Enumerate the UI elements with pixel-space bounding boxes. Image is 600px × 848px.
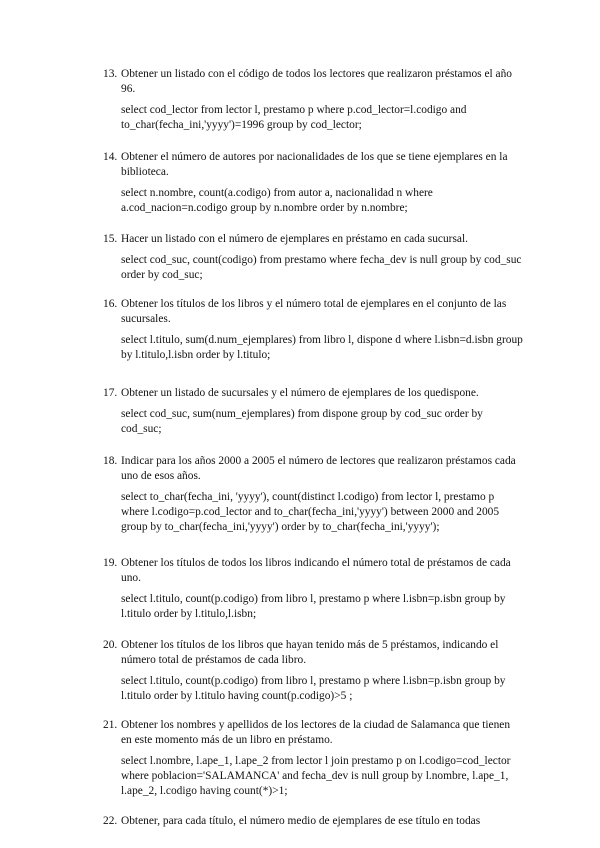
exercise-number: 15. <box>103 233 118 245</box>
exercise-19 <box>103 556 523 622</box>
exercise-15 <box>103 232 523 283</box>
exercise-sql: select cod_suc, sum(num_ejemplares) from dispone group by cod_suc order by cod_suc; <box>121 408 483 435</box>
exercise-17 <box>103 386 523 437</box>
exercise-number: 17. <box>103 387 118 399</box>
exercise-number: 19. <box>103 557 118 569</box>
exercise-sql: select to_char(fecha_ini, 'yyyy'), count(distinct l.codigo) from lector l, prestamo p where l.codigo=p.cod_lector and to_char(fecha_ini,'yyyy') between 2000 and 2005 group by to_char(fecha_ini,'yyyy') order by to_char(fecha_ini,'yyyy'); <box>121 491 500 533</box>
exercise-question: Obtener el número de autores por nacionalidades de los que se tiene ejemplares en la biblioteca. <box>121 151 508 178</box>
exercise-number: 22. <box>103 815 118 827</box>
exercise-question: Obtener los títulos de todos los libros indicando el número total de préstamos de cada uno. <box>121 557 511 584</box>
exercise-question: Obtener, para cada título, el número medio de ejemplares de ese título en todas <box>121 815 481 827</box>
exercise-14 <box>103 150 523 216</box>
exercise-sql: select n.nombre, count(a.codigo) from autor a, nacionalidad n where a.cod_nacion=n.codigo group by n.nombre order by n.nombre; <box>121 187 433 214</box>
exercise-20 <box>103 638 523 704</box>
exercise-sql: select cod_lector from lector l, prestamo p where p.cod_lector=l.codigo and to_char(fecha_ini,'yyyy')=1996 group by cod_lector; <box>121 104 467 131</box>
exercise-13 <box>103 67 523 133</box>
exercise-21 <box>103 718 523 799</box>
exercise-question: Obtener un listado con el código de todos los lectores que realizaron préstamos el año 96. <box>121 68 512 95</box>
exercise-number: 13. <box>103 68 118 80</box>
exercise-question: Obtener los nombres y apellidos de los lectores de la ciudad de Salamanca que tienen en este momento más de un libro en préstamo. <box>121 719 511 746</box>
exercise-number: 21. <box>103 719 118 731</box>
exercise-sql: select cod_suc, count(codigo) from prestamo where fecha_dev is null group by cod_suc order by cod_suc; <box>121 254 522 281</box>
exercise-16 <box>103 297 523 363</box>
exercise-sql: select l.titulo, sum(d.num_ejemplares) from libro l, dispone d where l.isbn=d.isbn group by l.titulo,l.isbn order by l.titulo; <box>121 334 523 361</box>
exercise-question: Hacer un listado con el número de ejemplares en préstamo en cada sucursal. <box>121 233 468 245</box>
exercise-22 <box>103 814 543 835</box>
exercise-number: 20. <box>103 639 118 651</box>
exercise-sql: select l.titulo, count(p.codigo) from libro l, prestamo p where l.isbn=p.isbn group by l.titulo order by l.titulo having count(p.codigo)>5 ; <box>121 675 506 702</box>
exercise-question: Obtener un listado de sucursales y el número de ejemplares de los quedispone. <box>121 387 479 399</box>
exercise-question: Obtener los títulos de los libros y el número total de ejemplares en el conjunto de las sucursales. <box>121 298 507 325</box>
exercise-question: Indicar para los años 2000 a 2005 el número de lectores que realizaron préstamos cada uno de esos años. <box>121 455 516 482</box>
exercise-sql: select l.nombre, l.ape_1, l.ape_2 from lector l join prestamo p on l.codigo=cod_lector where poblacion='SALAMANCA' and fecha_dev is null group by l.nombre, l.ape_1, l.ape_2, l.codigo having count(*)>1; <box>121 755 511 797</box>
exercise-18 <box>103 454 523 535</box>
exercise-sql: select l.titulo, count(p.codigo) from libro l, prestamo p where l.isbn=p.isbn group by l.titulo order by l.titulo,l.isbn; <box>121 593 506 620</box>
exercise-question: Obtener los títulos de los libros que hayan tenido más de 5 préstamos, indicando el número total de préstamos de cada libro. <box>121 639 499 666</box>
exercise-number: 18. <box>103 455 118 467</box>
exercise-number: 16. <box>103 298 118 310</box>
exercise-number: 14. <box>103 151 118 163</box>
